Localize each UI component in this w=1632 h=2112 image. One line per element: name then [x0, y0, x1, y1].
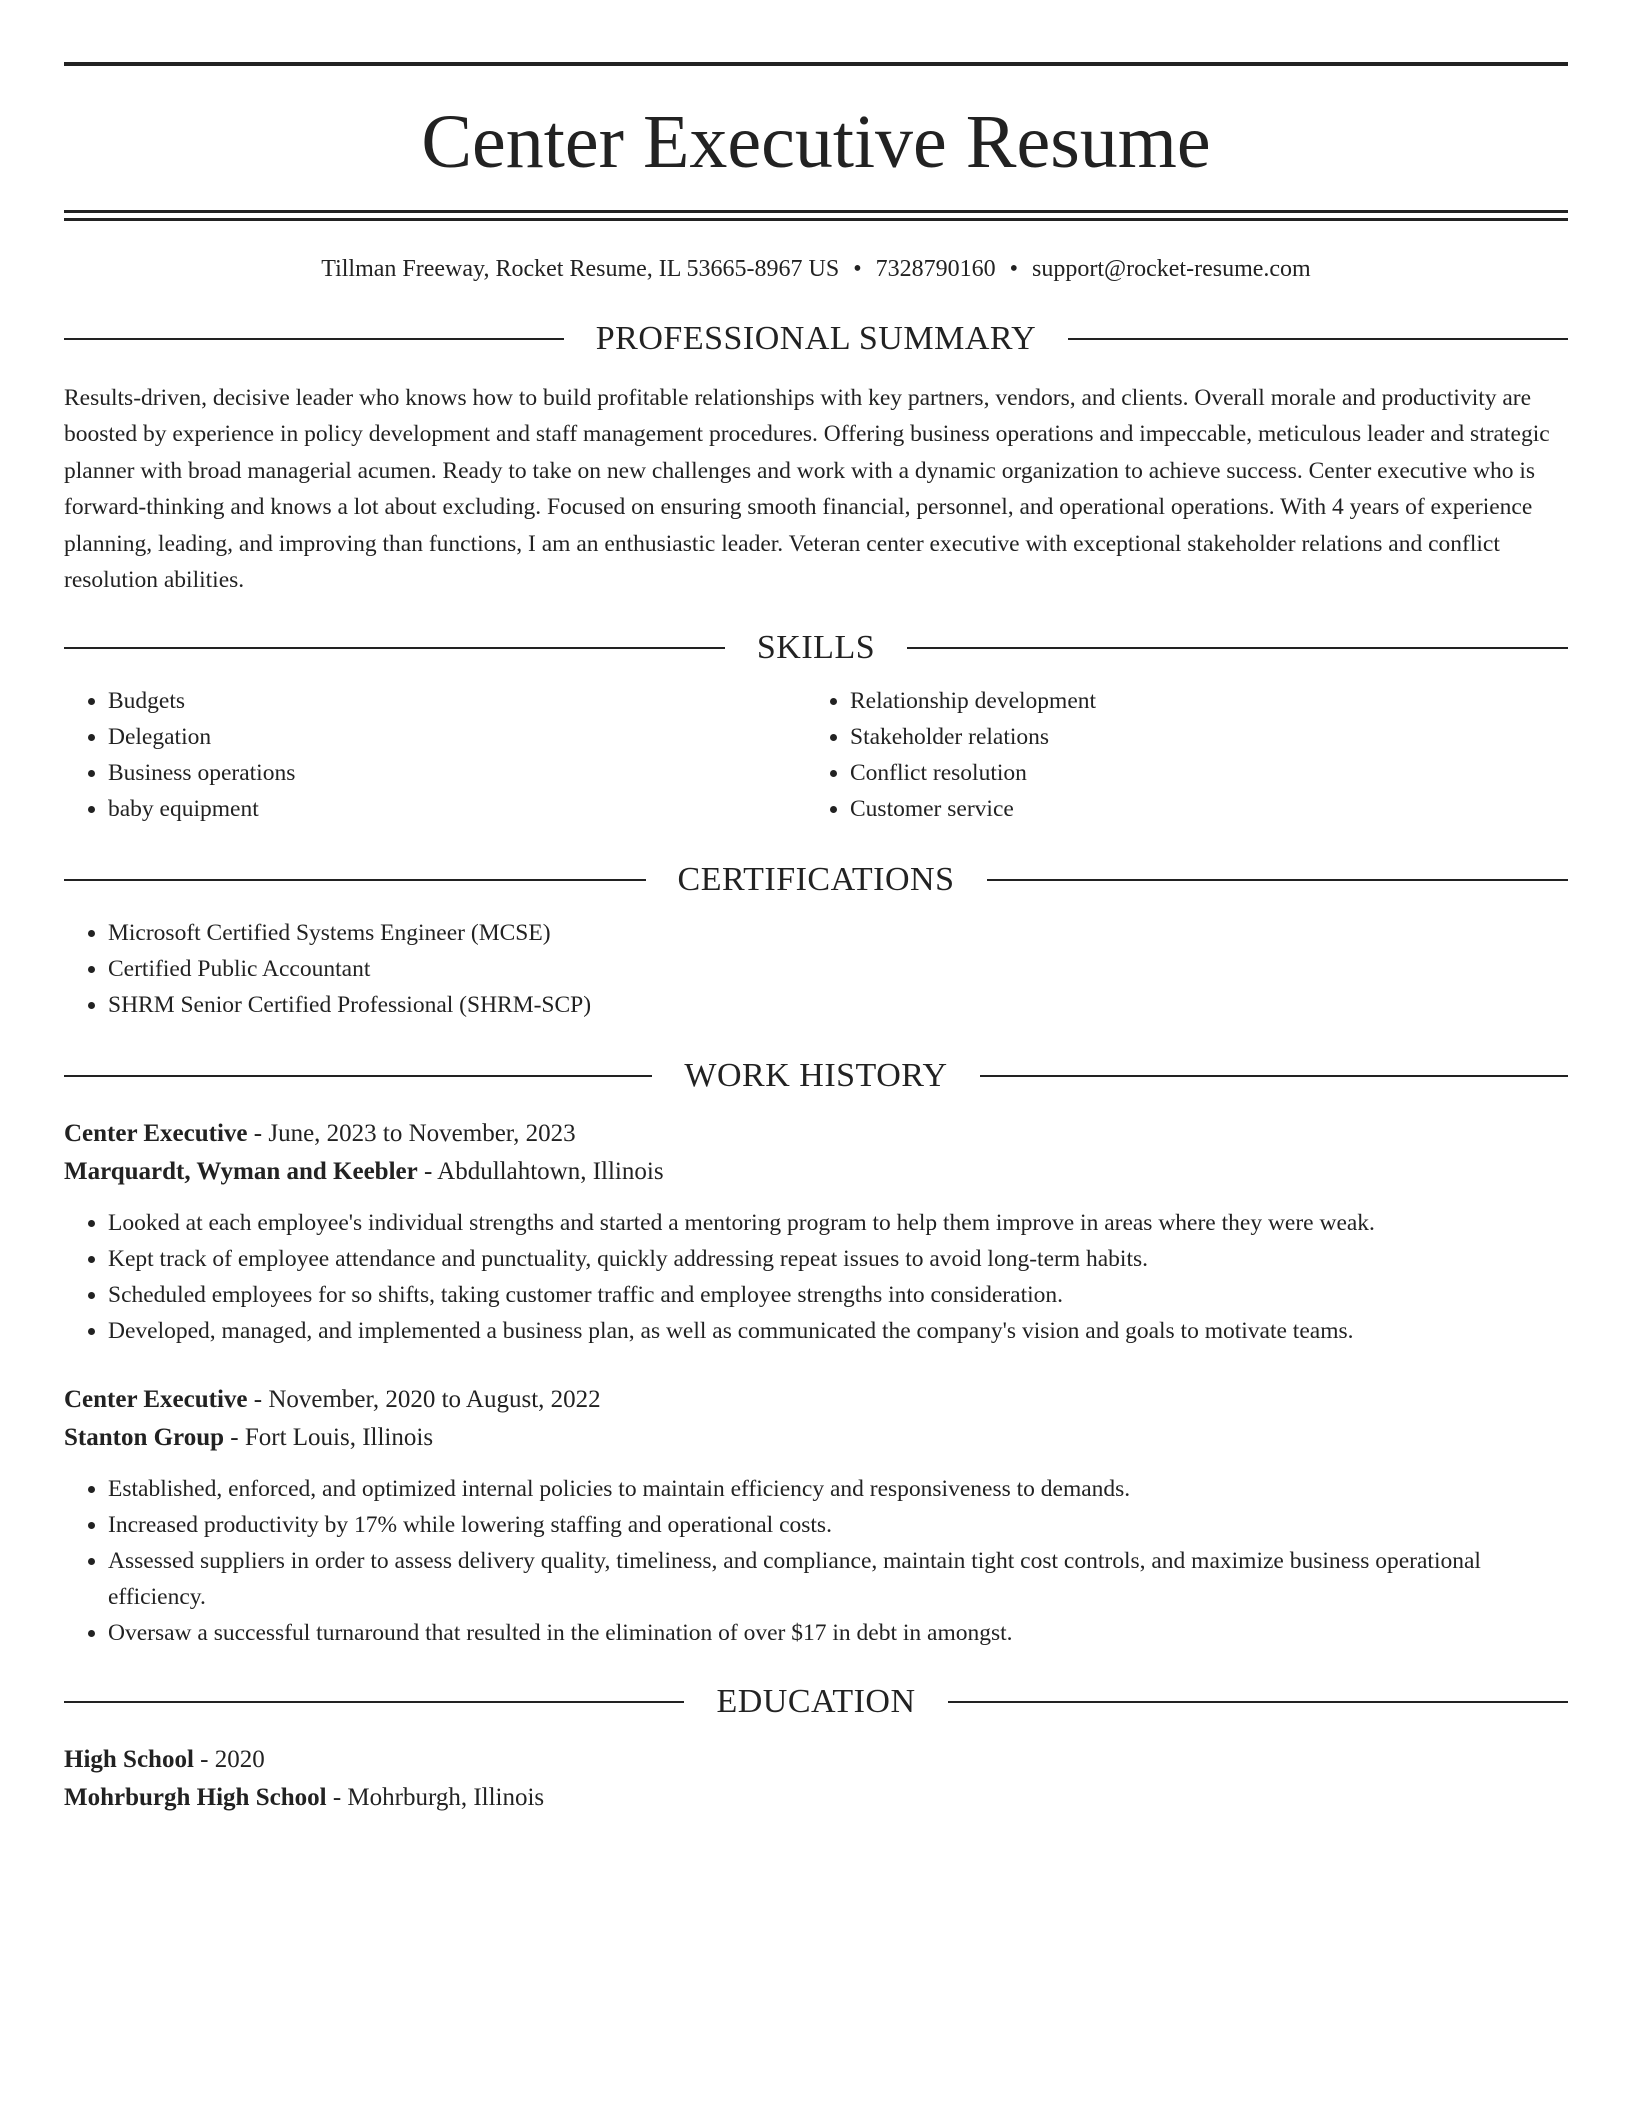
heading-rule-right — [987, 879, 1569, 881]
heading-rule-right — [980, 1075, 1568, 1077]
job-bullets — [64, 1205, 1568, 1349]
skills-grid — [64, 683, 1568, 827]
job-bullet: • Oversaw a successful turnaround that resulted in the elimination of over $17 in debt in amongst. — [108, 1615, 1568, 1651]
job-bullet: • Scheduled employees for so shifts, taking customer traffic and employee strengths into consideration. — [108, 1277, 1568, 1313]
section-heading-skills — [64, 628, 1568, 666]
title-double-rule — [64, 210, 1568, 221]
skill-item: • Customer service — [850, 791, 1548, 827]
skills-column-left — [64, 683, 806, 827]
certification-item: • Certified Public Accountant — [108, 951, 1568, 987]
job-company-line — [64, 1153, 1568, 1191]
certification-list — [64, 915, 1568, 1023]
education-entry — [64, 1741, 1568, 1817]
heading-rule-left — [64, 1075, 652, 1077]
job-bullet: • Looked at each employee's individual strengths and started a mentoring program to help them improve in areas where they were weak. — [108, 1205, 1568, 1241]
education-degree-line — [64, 1741, 1568, 1779]
job-title: Center Executive — [64, 1119, 248, 1147]
job-location: - Fort Louis, Illinois — [224, 1423, 434, 1451]
skills-column-right — [806, 683, 1548, 827]
heading-rule-left — [64, 1701, 684, 1703]
contact-separator: • — [1009, 256, 1019, 282]
heading-rule-left — [64, 647, 725, 649]
section-title-summary: PROFESSIONAL SUMMARY — [595, 319, 1037, 357]
job-bullet: • Assessed suppliers in order to assess delivery quality, timeliness, and compliance, maintain tight cost controls, and maximize business operational efficiency. — [108, 1543, 1568, 1615]
job-title: Center Executive — [64, 1385, 248, 1413]
heading-rule-right — [907, 647, 1568, 649]
job-dates: - November, 2020 to August, 2022 — [247, 1385, 601, 1413]
certification-item: • Microsoft Certified Systems Engineer (MCSE) — [108, 915, 1568, 951]
job-entry — [64, 1381, 1568, 1651]
skill-item: • Stakeholder relations — [850, 719, 1548, 755]
education-school: Mohrburgh High School — [64, 1783, 327, 1811]
section-heading-certifications — [64, 860, 1568, 898]
job-dates: - June, 2023 to November, 2023 — [247, 1119, 576, 1147]
heading-rule-left — [64, 879, 646, 881]
job-location: - Abdullahtown, Illinois — [417, 1157, 664, 1185]
job-company-line — [64, 1419, 1568, 1457]
section-heading-work-history — [64, 1056, 1568, 1094]
education-year: - 2020 — [193, 1745, 265, 1773]
job-company: Stanton Group — [64, 1423, 225, 1451]
job-title-line — [64, 1115, 1568, 1153]
skill-item: • baby equipment — [108, 791, 806, 827]
skill-item: • Conflict resolution — [850, 755, 1548, 791]
job-bullet: • Developed, managed, and implemented a business plan, as well as communicated the company's vision and goals to motivate teams. — [108, 1313, 1568, 1349]
resume-title: Center Executive Resume — [421, 100, 1211, 184]
contact-separator: • — [853, 256, 862, 282]
section-heading-summary — [64, 319, 1568, 357]
job-entry — [64, 1115, 1568, 1349]
top-rule — [64, 62, 1568, 66]
skill-item: • Delegation — [108, 719, 806, 755]
heading-rule-right — [1068, 338, 1568, 340]
job-title-line — [64, 1381, 1568, 1419]
section-title-certifications: CERTIFICATIONS — [677, 860, 955, 898]
job-bullets — [64, 1471, 1568, 1651]
education-degree: High School — [64, 1745, 194, 1773]
certification-item: • SHRM Senior Certified Professional (SHRM-SCP) — [108, 987, 1568, 1023]
education-location: - Mohrburgh, Illinois — [326, 1783, 545, 1811]
skill-item: • Business operations — [108, 755, 806, 791]
skill-item: • Budgets — [108, 683, 806, 719]
section-title-skills: SKILLS — [756, 628, 876, 666]
heading-rule-left — [64, 338, 564, 340]
skill-item: • Relationship development — [850, 683, 1548, 719]
contact-address: Tillman Freeway, Rocket Resume, IL 53665-8967 US — [321, 256, 840, 282]
summary-paragraph: Results-driven, decisive leader who knows how to build profitable relationships with key partners, vendors, and clients. Overall morale and productivity are boosted by experience in policy development and staff management procedures. Offering business operations and impeccable, meticulous leader and strategic planner with broad managerial acumen. Ready to take on new challenges and work with a dynamic organization to achieve success. Center executive who is forward-thinking and knows a lot about excluding. Focused on ensuring smooth financial, personnel, and operational operations. With 4 years of experience planning, leading, and improving than functions, I am an enthusiastic leader. Veteran center executive with exceptional stakeholder relations and conflict resolution abilities. — [64, 384, 1550, 594]
contact-phone: 7328790160 — [875, 256, 996, 282]
job-bullet: • Increased productivity by 17% while lowering staffing and operational costs. — [108, 1507, 1568, 1543]
section-title-work-history: WORK HISTORY — [684, 1056, 948, 1094]
section-title-education: EDUCATION — [716, 1682, 916, 1720]
job-company: Marquardt, Wyman and Keebler — [64, 1157, 418, 1185]
job-bullet: • Kept track of employee attendance and punctuality, quickly addressing repeat issues to avoid long-term habits. — [108, 1241, 1568, 1277]
section-heading-education — [64, 1682, 1568, 1720]
job-bullet: • Established, enforced, and optimized internal policies to maintain efficiency and responsiveness to demands. — [108, 1471, 1568, 1507]
contact-email: support@rocket-resume.com — [1032, 256, 1311, 282]
contact-line — [64, 255, 1568, 284]
education-school-line — [64, 1779, 1568, 1817]
heading-rule-right — [948, 1701, 1568, 1703]
